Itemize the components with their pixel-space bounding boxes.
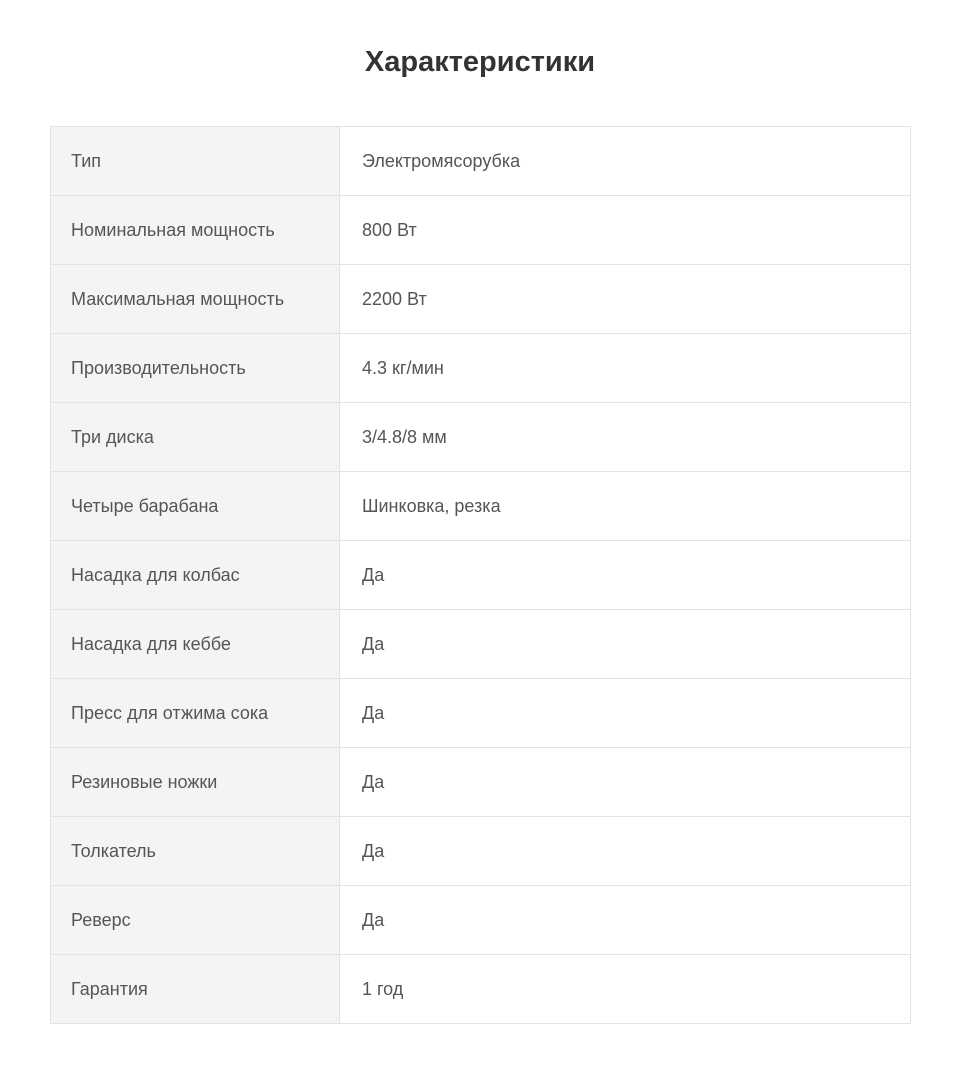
spec-value: Да bbox=[340, 886, 911, 955]
table-row bbox=[51, 817, 911, 886]
table-row bbox=[51, 955, 911, 1024]
spec-value: Да bbox=[340, 748, 911, 817]
spec-label: Толкатель bbox=[51, 817, 340, 886]
spec-value: 1 год bbox=[340, 955, 911, 1024]
spec-value: Электромясорубка bbox=[340, 127, 911, 196]
table-row bbox=[51, 610, 911, 679]
table-row bbox=[51, 886, 911, 955]
spec-value: Да bbox=[340, 679, 911, 748]
table-row bbox=[51, 748, 911, 817]
spec-value: 2200 Вт bbox=[340, 265, 911, 334]
spec-label: Гарантия bbox=[51, 955, 340, 1024]
table-row bbox=[51, 265, 911, 334]
spec-label: Три диска bbox=[51, 403, 340, 472]
spec-label: Насадка для кеббе bbox=[51, 610, 340, 679]
table-row bbox=[51, 679, 911, 748]
spec-value: Да bbox=[340, 817, 911, 886]
spec-value: Да bbox=[340, 541, 911, 610]
spec-label: Четыре барабана bbox=[51, 472, 340, 541]
table-row bbox=[51, 196, 911, 265]
table-row bbox=[51, 334, 911, 403]
table-row bbox=[51, 403, 911, 472]
table-row bbox=[51, 127, 911, 196]
spec-value: 800 Вт bbox=[340, 196, 911, 265]
spec-label: Максимальная мощность bbox=[51, 265, 340, 334]
spec-value: Шинковка, резка bbox=[340, 472, 911, 541]
spec-value: 4.3 кг/мин bbox=[340, 334, 911, 403]
spec-label: Насадка для колбас bbox=[51, 541, 340, 610]
spec-label: Реверс bbox=[51, 886, 340, 955]
specifications-table bbox=[50, 126, 911, 1024]
table-row bbox=[51, 472, 911, 541]
spec-label: Тип bbox=[51, 127, 340, 196]
spec-label: Резиновые ножки bbox=[51, 748, 340, 817]
table-row bbox=[51, 541, 911, 610]
spec-label: Производительность bbox=[51, 334, 340, 403]
spec-label: Номинальная мощность bbox=[51, 196, 340, 265]
spec-value: Да bbox=[340, 610, 911, 679]
spec-label: Пресс для отжима сока bbox=[51, 679, 340, 748]
spec-value: 3/4.8/8 мм bbox=[340, 403, 911, 472]
page-title: Характеристики bbox=[364, 46, 596, 78]
